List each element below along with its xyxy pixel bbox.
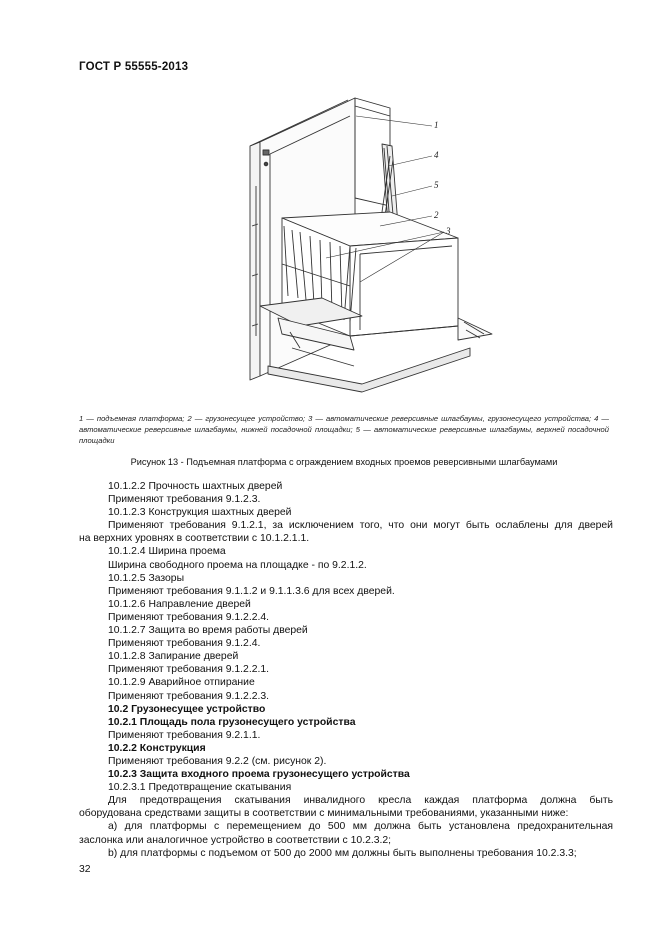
- callout-1: 1: [434, 120, 439, 130]
- callout-2: 2: [434, 210, 439, 220]
- paragraph: Применяют требования 9.1.1.2 и 9.1.1.3.6 для всех дверей.: [108, 585, 395, 597]
- section-heading-bold: 10.2.1 Площадь пола грузонесущего устройства: [108, 716, 356, 728]
- section-heading: 10.1.2.7 Защита во время работы дверей: [108, 625, 308, 637]
- paragraph: Применяют требования 9.1.2.3.: [108, 494, 261, 506]
- section-heading-bold: 10.2.3 Защита входного проема грузонесущего устройства: [108, 769, 410, 781]
- body-text: [79, 480, 613, 860]
- paragraph: оборудована средствами защиты в соответствии с минимальными требованиями, указанными ниже:: [79, 808, 569, 820]
- section-heading: 10.1.2.6 Направление дверей: [108, 598, 251, 610]
- section-heading: 10.2.3.1 Предотвращение скатывания: [108, 782, 292, 794]
- figure-caption: Рисунок 13 - Подъемная платформа с ограждением входных проемов реверсивными шлагбаумами: [130, 457, 558, 467]
- paragraph: Применяют требования 9.1.2.2.1.: [108, 664, 270, 676]
- platform-drawing: [230, 86, 500, 404]
- paragraph: Ширина свободного проема на площадке - по 9.2.1.2.: [108, 559, 367, 571]
- page-number: 32: [79, 864, 91, 875]
- section-heading: 10.1.2.8 Запирание дверей: [108, 651, 239, 663]
- paragraph: Применяют требования 9.1.2.4.: [108, 638, 261, 650]
- callout-3: 3: [446, 226, 451, 236]
- section-heading: 10.1.2.3 Конструкция шахтных дверей: [108, 507, 292, 519]
- paragraph: на верхних уровнях в соответствии с 10.1.2.1.1.: [79, 533, 310, 545]
- section-heading-bold: 10.2.2 Конструкция: [108, 742, 206, 754]
- paragraph: Для предотвращения скатывания инвалидного кресла каждая платформа должна быть: [108, 795, 613, 807]
- callout-4: 4: [434, 150, 439, 160]
- section-heading-bold: 10.2 Грузонесущее устройство: [108, 703, 266, 715]
- section-heading: 10.1.2.4 Ширина проема: [108, 546, 226, 558]
- paragraph: Применяют требования 9.1.2.2.4.: [108, 611, 270, 623]
- standard-header: ГОСТ Р 55555-2013: [79, 61, 189, 73]
- figure-legend: 1 — подъемная платформа; 2 — грузонесущее устройство; 3 — автоматические реверсивные шлагбаумы, грузонесущего устройства; 4 — автоматические реверсивные шлагбаумы, нижней посадочной площадки; 5 — автоматические реверсивные шлагбаумы, верхней посадочной площадки: [79, 414, 609, 446]
- section-heading: 10.1.2.9 Аварийное отпирание: [108, 677, 255, 689]
- callout-5: 5: [434, 180, 439, 190]
- platform-figure: [230, 86, 500, 404]
- paragraph: Применяют требования 9.1.2.2.3.: [108, 690, 270, 702]
- section-heading: 10.1.2.2 Прочность шахтных дверей: [108, 481, 283, 492]
- section-heading: 10.1.2.5 Зазоры: [108, 572, 185, 584]
- paragraph: Применяют требования 9.2.2 (см. рисунок 2).: [108, 755, 327, 767]
- list-item: заслонка или аналогичное устройство в соответствии с 10.2.3.2;: [79, 834, 392, 846]
- paragraph: Применяют требования 9.2.1.1.: [108, 729, 261, 741]
- list-item: b) для платформы с подъемом от 500 до 2000 мм должны быть выполнены требования 10.2.3.3;: [108, 847, 577, 859]
- paragraph: Применяют требования 9.1.2.1, за исключением того, что они могут быть ослаблены для дверей: [108, 520, 613, 532]
- list-item: a) для платформы с перемещением до 500 мм должна быть установлена предохранительная: [108, 821, 613, 833]
